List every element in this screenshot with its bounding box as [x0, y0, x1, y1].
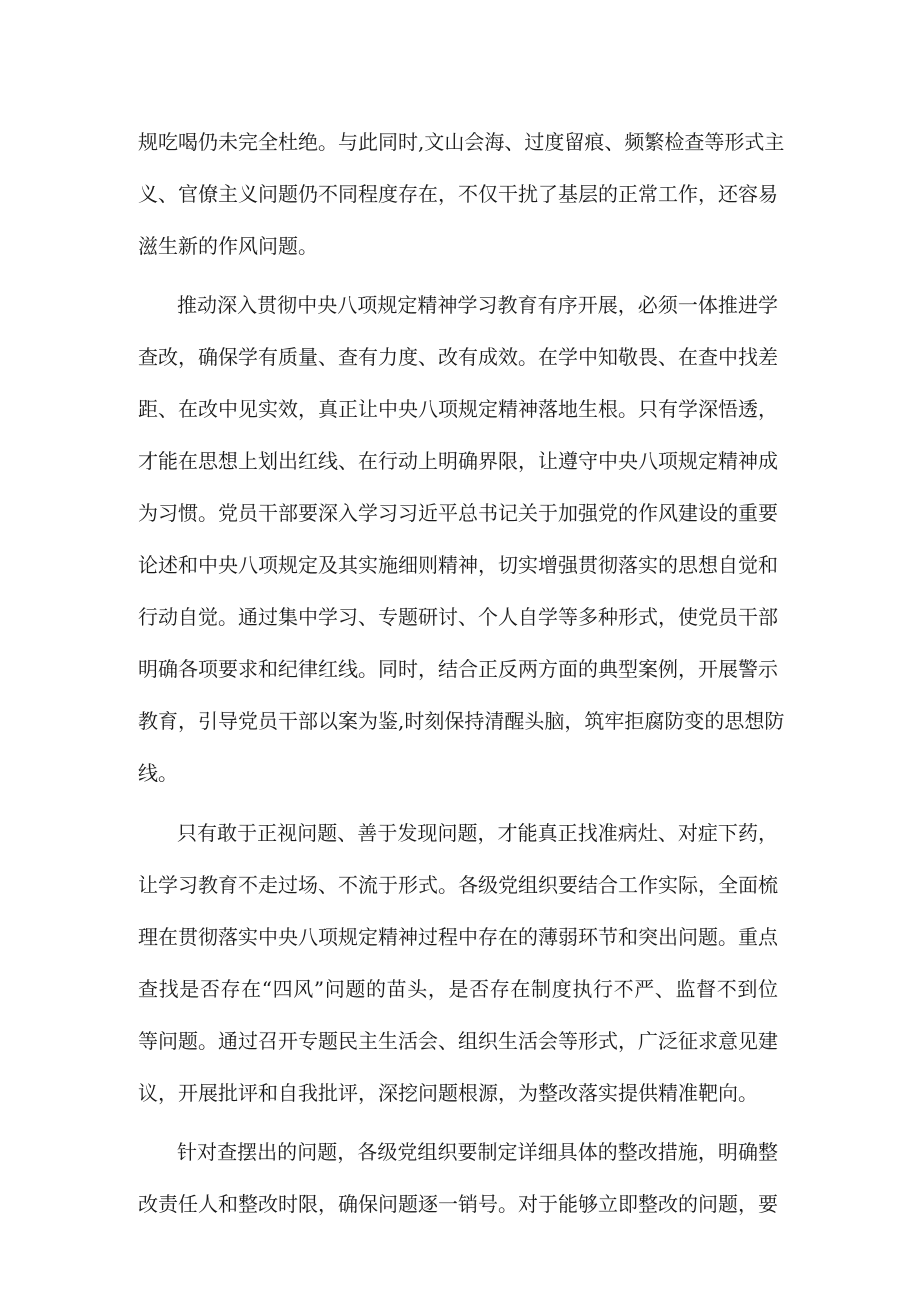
paragraph-1-line-2: 义、官僚主义问题仍不同程度存在，不仅干扰了基层的正常工作，还容易: [138, 182, 778, 206]
paragraph-3-line-4: 查找是否存在“四风”问题的苗头，是否存在制度执行不严、监督不到位: [138, 977, 778, 1001]
paragraph-2-line-1: 推动深入贯彻中央八项规定精神学习教育有序开展，必须一体推进学: [177, 293, 778, 317]
paragraph-3-line-2: 让学习教育不走过场、不流于形式。各级党组织要结合工作实际，全面梳: [138, 873, 778, 897]
paragraph-3-line-5: 等问题。通过召开专题民主生活会、组织生活会等形式，广泛征求意见建: [138, 1029, 778, 1053]
paragraph-2-line-6: 论述和中央八项规定及其实施细则精神，切实增强贯彻落实的思想自觉和: [138, 553, 778, 577]
paragraph-2-line-9: 教育，引导党员干部以案为鉴,时刻保持清醒头脑，筑牢拒腐防变的思想防: [138, 709, 785, 733]
paragraph-2-line-3: 距、在改中见实效，真正让中央八项规定精神落地生根。只有学深悟透，: [138, 397, 778, 421]
paragraph-2-line-10: 线。: [138, 761, 178, 785]
paragraph-3-line-3: 理在贯彻落实中央八项规定精神过程中存在的薄弱环节和突出问题。重点: [138, 925, 778, 949]
paragraph-1-line-1: 规吃喝仍未完全杜绝。与此同时,文山会海、过度留痕、频繁检查等形式主: [138, 130, 785, 154]
paragraph-4-line-1: 针对查摆出的问题，各级党组织要制定详细具体的整改措施，明确整: [177, 1140, 778, 1164]
paragraph-1-line-3: 滋生新的作风问题。: [138, 234, 318, 258]
paragraph-3-line-1: 只有敢于正视问题、善于发现问题，才能真正找准病灶、对症下药，: [177, 821, 778, 845]
paragraph-3-line-6: 议，开展批评和自我批评，深挖问题根源，为整改落实提供精准靶向。: [138, 1081, 758, 1105]
paragraph-2-line-8: 明确各项要求和纪律红线。同时，结合正反两方面的典型案例，开展警示: [138, 657, 778, 681]
paragraph-4-line-2: 改责任人和整改时限，确保问题逐一销号。对于能够立即整改的问题，要: [138, 1192, 778, 1216]
paragraph-2-line-2: 查改，确保学有质量、查有力度、改有成效。在学中知敬畏、在查中找差: [138, 345, 778, 369]
paragraph-2-line-7: 行动自觉。通过集中学习、专题研讨、个人自学等多种形式，使党员干部: [138, 605, 778, 629]
paragraph-2-line-4: 才能在思想上划出红线、在行动上明确界限，让遵守中央八项规定精神成: [138, 449, 778, 473]
paragraph-2-line-5: 为习惯。党员干部要深入学习习近平总书记关于加强党的作风建设的重要: [138, 501, 778, 525]
